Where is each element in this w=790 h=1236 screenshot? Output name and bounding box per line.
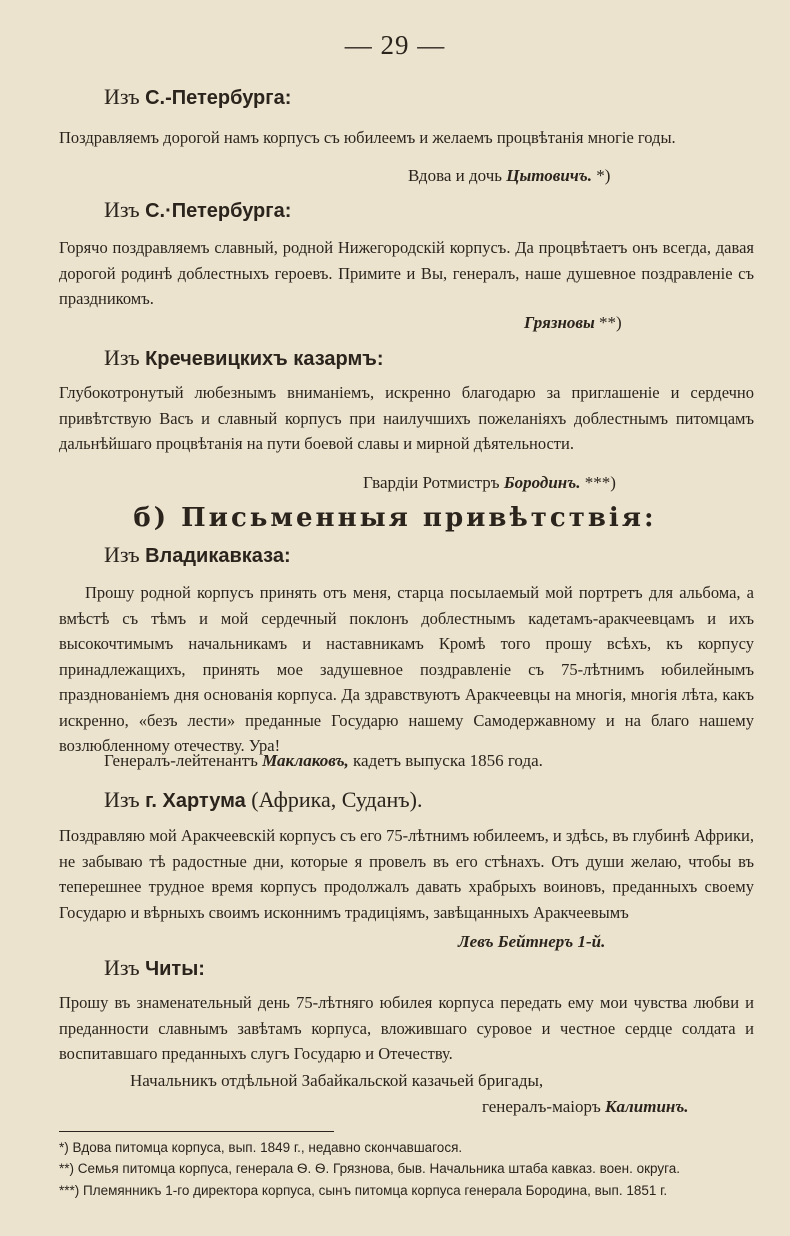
heading-prefix: Изъ bbox=[104, 84, 140, 109]
signature-name: Бородинъ. bbox=[503, 473, 581, 492]
letter-text-1: Поздравляемъ дорогой намъ корпусъ съ юбилеемъ и желаемъ процвѣтанія многіе годы. bbox=[59, 128, 676, 147]
signature-prefix: Генералъ-лейтенантъ bbox=[104, 751, 258, 770]
footnote-divider bbox=[59, 1131, 334, 1132]
signature-name: Калитинъ. bbox=[605, 1097, 689, 1116]
heading-place: Читы: bbox=[145, 958, 205, 980]
letter-text-3: Глубокотронутый любезнымъ вниманіемъ, искренно благодарю за приглашеніе и сердечно привѣтствую Васъ и славный корпусъ при наилучшихъ пожеланіяхъ доблестнымъ питомцамъ дальнѣйшаго процвѣтанія на пути боевой славы и мирной дѣятельности. bbox=[59, 383, 754, 453]
letter-text-4: Прошу родной корпусъ принять отъ меня, старца посылаемый мой портретъ для альбома, а вмѣстѣ съ тѣмъ и мой сердечный поклонъ доблестнымъ кадетамъ-аракчеевцамъ и ихъ высокочтимымъ начальникамъ и наставникамъ Кромѣ того прошу всѣхъ, къ корпусу принадлежащихъ, принять мое задушевное поздравленіе съ 75-лѣтнимъ юбилейнымъ празднованіемъ дня основанія корпуса. Да здравствуютъ Аракчеевцы на многія, многія лѣта, какъ искренно, «безъ лести» преданные Государю нашему Самодержавному и на благо нашему возлюбленному отечеству. Ура! bbox=[59, 583, 754, 755]
letter-text-6: Прошу въ знаменательный день 75-лѣтняго юбилея корпуса передать ему мои чувства любви и преданности славнымъ завѣтамъ корпуса, вложившаго суровое и честное сердце солдата и воспитавшаго преданныхъ слугъ Государю и Отечеству. bbox=[59, 993, 754, 1063]
heading-place: Кречевицкихъ казармъ: bbox=[145, 348, 384, 370]
heading-place: С.·Петербурга: bbox=[145, 200, 292, 222]
heading-place: г. Хартума bbox=[145, 790, 246, 812]
footnote-mark: **) bbox=[599, 313, 622, 332]
letter-text-5: Поздравляю мой Аракчеевскій корпусъ съ его 75-лѣтнимъ юбилеемъ, и здѣсь, въ глубинѣ Африки, не забываю тѣ радостные дни, которые я провелъ въ его стѣнахъ. Отъ души желаю, чтобы въ теперешнее трудное время корпусъ продолжалъ давать храбрыхъ воиновъ, преданныхъ своему Государю и вѣрныхъ своимъ исконнимъ традиціямъ, завѣщанныхъ Аракчеевымъ bbox=[59, 826, 754, 922]
signature-name: Грязновы bbox=[524, 313, 595, 332]
signature-suffix: кадетъ выпуска 1856 года. bbox=[353, 751, 543, 770]
heading-chita bbox=[104, 955, 205, 981]
signature-2 bbox=[524, 313, 622, 333]
heading-prefix: Изъ bbox=[104, 542, 140, 567]
signature-prefix: Гвардіи Ротмистръ bbox=[363, 473, 500, 492]
heading-place: Владикавказа: bbox=[145, 545, 291, 567]
heading-khartoum bbox=[104, 787, 422, 813]
section-title: б) Письменныя привѣтствія: bbox=[133, 503, 657, 533]
signature-5 bbox=[458, 932, 605, 952]
signature-prefix: генералъ-маіоръ bbox=[482, 1097, 601, 1116]
heading-krechevitsy bbox=[104, 345, 383, 371]
heading-prefix: Изъ bbox=[104, 345, 140, 370]
heading-prefix: Изъ bbox=[104, 197, 140, 222]
signature-1 bbox=[408, 166, 610, 186]
heading-place-detail: (Африка, Суданъ). bbox=[251, 787, 423, 812]
signature-4 bbox=[104, 751, 543, 771]
page-number: — 29 — bbox=[344, 30, 446, 60]
heading-vladikavkaz bbox=[104, 542, 291, 568]
signature-prefix: Вдова и дочь bbox=[408, 166, 503, 185]
signature-6-line1: Начальникъ отдѣльной Забайкальской казачьей бригады, bbox=[130, 1071, 544, 1090]
signature-3 bbox=[363, 473, 616, 493]
signature-name: Цытовичъ. bbox=[506, 166, 592, 185]
signature-6 bbox=[482, 1097, 689, 1117]
letter-text-2: Горячо поздравляемъ славный, родной Нижегородскій корпусъ. Да процвѣтаетъ онъ всегда, давая дорогой родинѣ доблестныхъ героевъ. Примите и Вы, генералъ, наше душевное поздравленіе съ праздникомъ. bbox=[59, 238, 754, 308]
heading-prefix: Изъ bbox=[104, 787, 140, 812]
heading-prefix: Изъ bbox=[104, 955, 140, 980]
heading-place: С.-Петербурга: bbox=[145, 87, 292, 109]
footnote-2: **) Семья питомца корпуса, генерала Ѳ. Ѳ. Грязнова, быв. Начальника штаба кавказ. воен. округа. bbox=[59, 1161, 681, 1176]
footnote-mark: ***) bbox=[584, 473, 616, 492]
heading-st-petersburg-1 bbox=[104, 84, 291, 110]
footnote-mark: *) bbox=[596, 166, 611, 185]
signature-name: Левъ Бейтнеръ 1-й. bbox=[458, 932, 606, 951]
heading-st-petersburg-2 bbox=[104, 197, 291, 223]
signature-name: Маклаковъ, bbox=[262, 751, 349, 770]
footnote-3: ***) Племянникъ 1-го директора корпуса, сынъ питомца корпуса генерала Бородина, вып. 1851 г. bbox=[59, 1183, 668, 1198]
footnote-1: *) Вдова питомца корпуса, вып. 1849 г., недавно скончавшагося. bbox=[59, 1140, 463, 1155]
